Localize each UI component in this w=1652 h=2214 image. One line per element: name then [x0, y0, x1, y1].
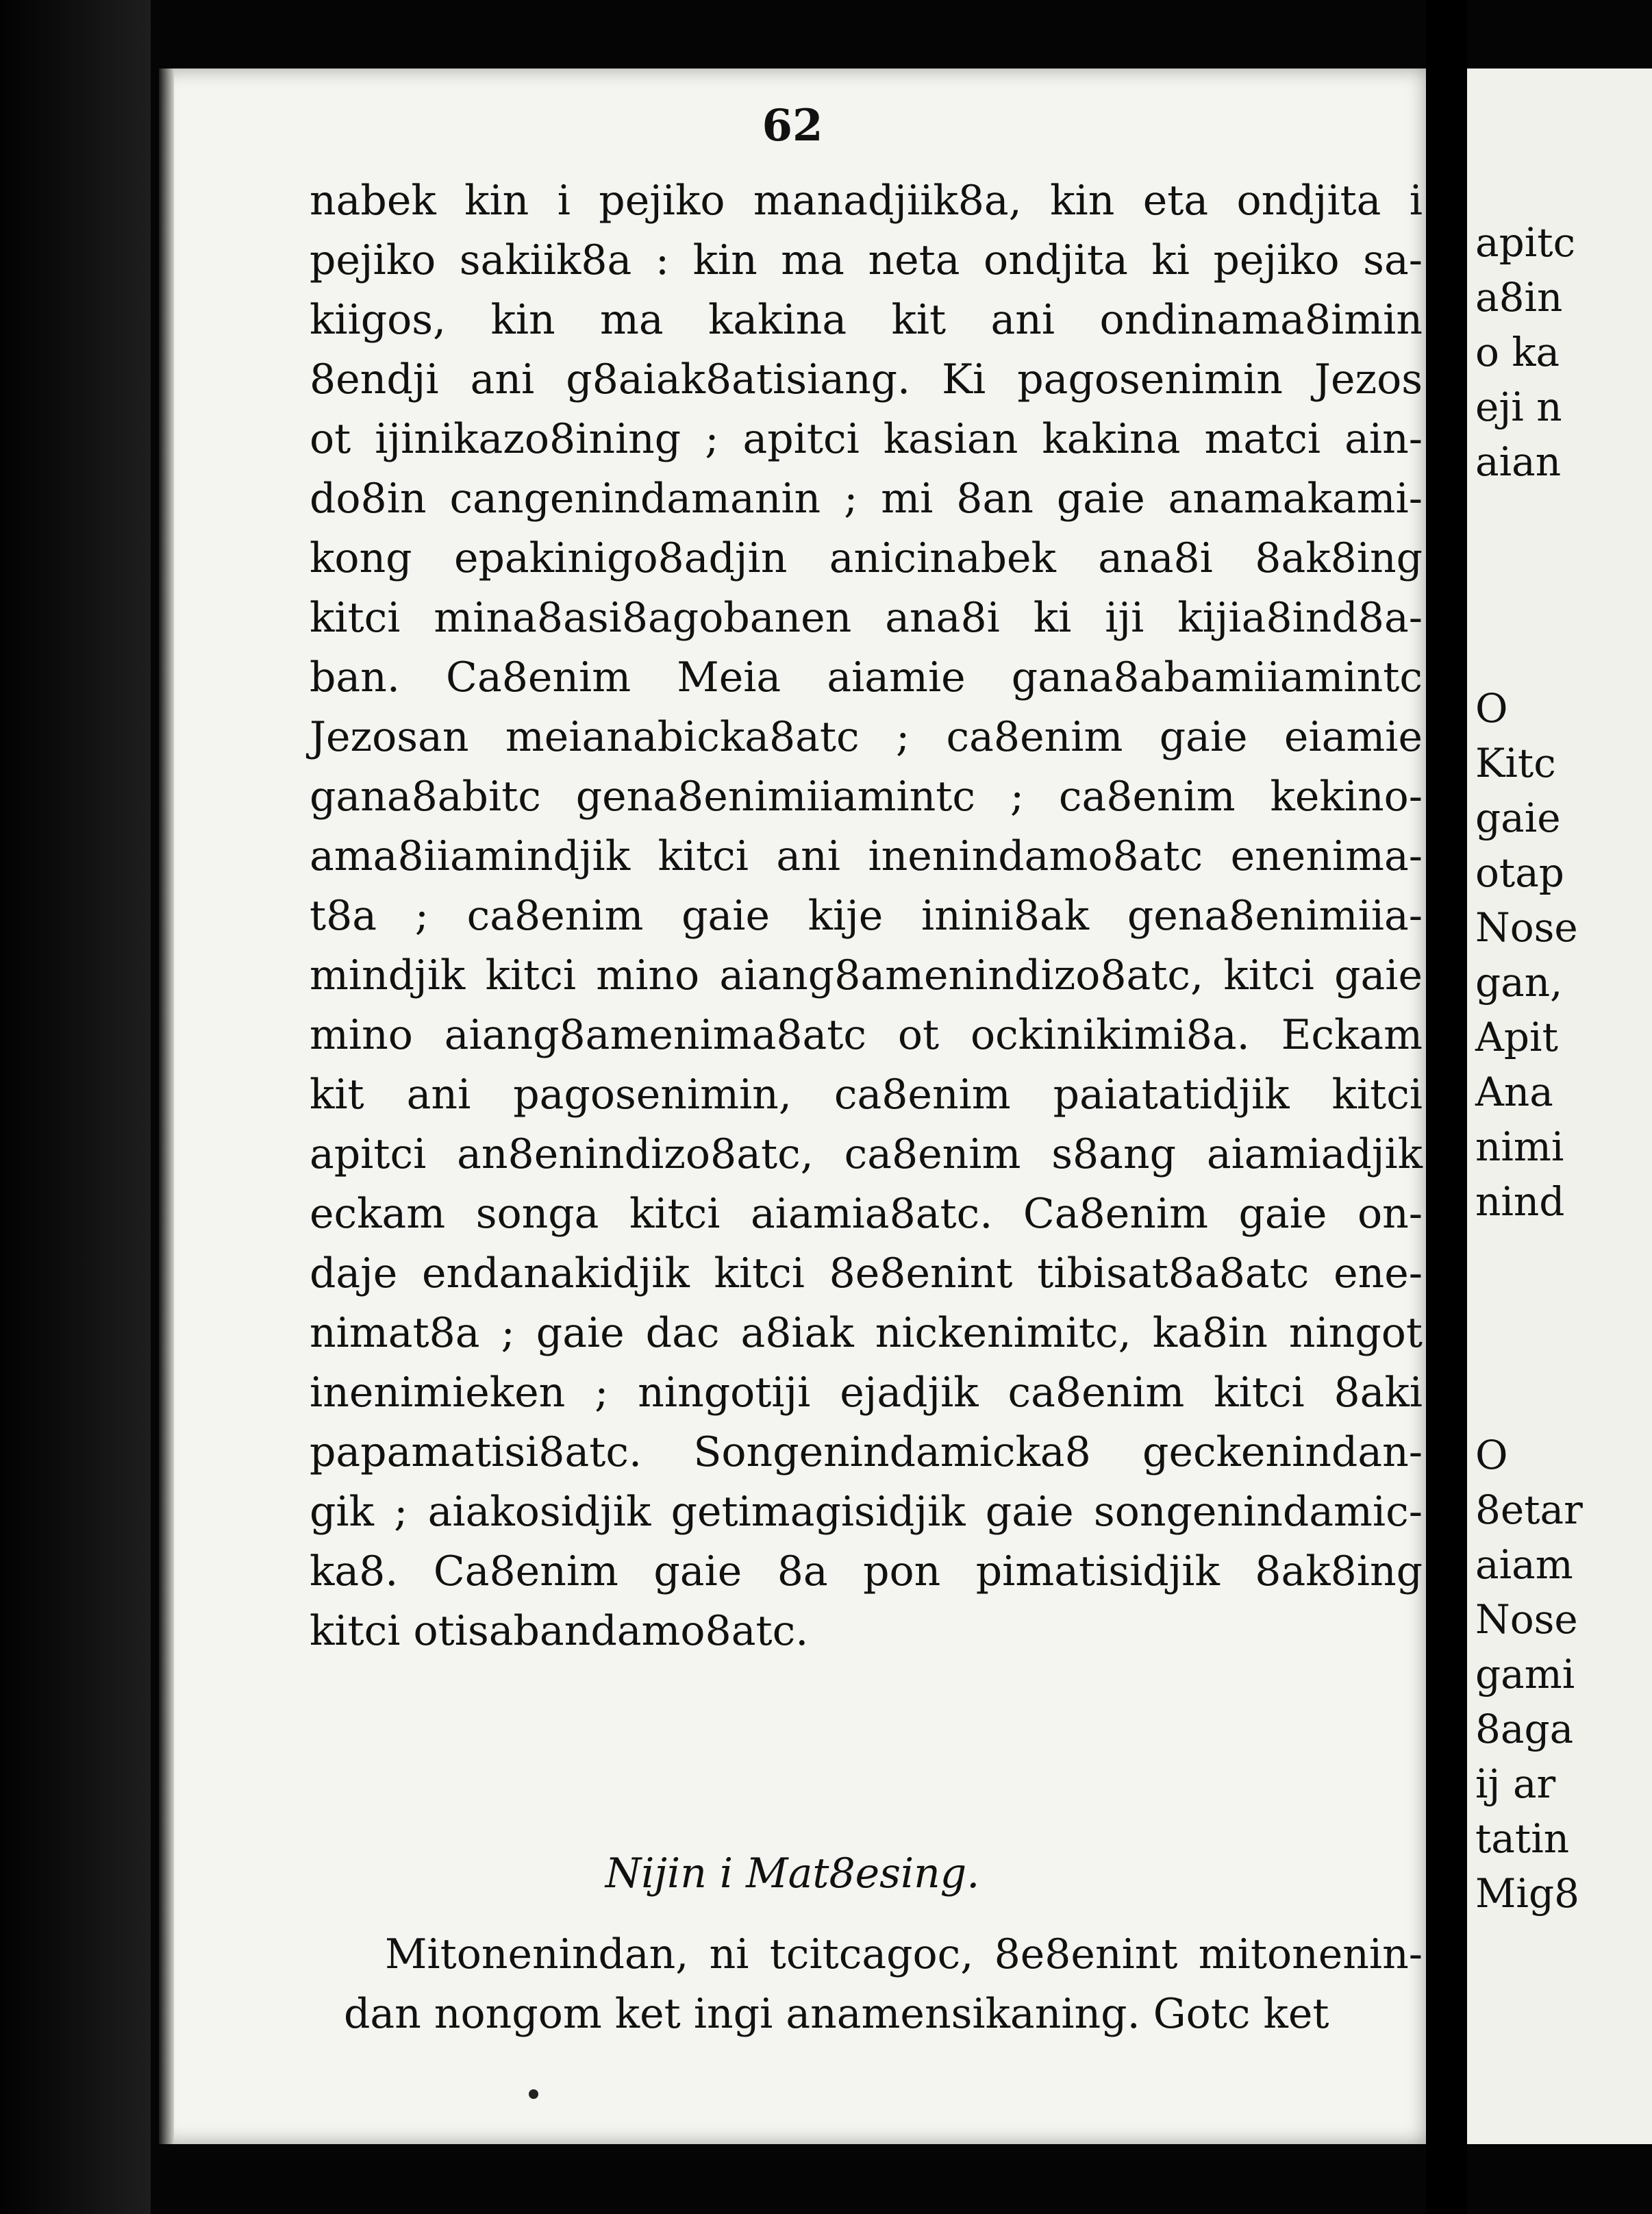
paragraph-2: [344, 1925, 1423, 2044]
text-line: pejiko sakiik8a : kin ma neta ondjita ki pejiko sa-: [310, 236, 1423, 284]
text-line: ka8. Ca8enim gaie 8a pon pimatisidjik 8ak8ing: [310, 1547, 1423, 1595]
text-line: t8a ; ca8enim gaie kije inini8ak gena8enimiia-: [310, 892, 1423, 940]
text-line: gik ; aiakosidjik getimagisidjik gaie songenindamic-: [310, 1488, 1423, 1536]
text-line: ama8iiamindjik kitci ani inenindamo8atc enenima-: [310, 832, 1423, 880]
next-page-text-fragment: nimi: [1475, 1123, 1564, 1170]
next-page-text-fragment: Nose: [1475, 1596, 1578, 1643]
book-page-right-fragment: [1467, 69, 1652, 2144]
next-page-text-fragment: o ka: [1475, 329, 1560, 375]
text-line: daje endanakidjik kitci 8e8enint tibisat8a8atc ene-: [310, 1249, 1423, 1297]
next-page-text-fragment: ij ar: [1475, 1761, 1556, 1807]
page-number: 62: [762, 100, 823, 151]
ink-speck: [529, 2089, 538, 2099]
next-page-text-fragment: nind: [1475, 1178, 1565, 1225]
next-page-text-fragment: gami: [1475, 1651, 1575, 1697]
text-line: mino aiang8amenima8atc ot ockinikimi8a. Eckam: [310, 1011, 1423, 1059]
next-page-text-fragment: Mig8: [1475, 1870, 1579, 1917]
text-line: nabek kin i pejiko manadjiik8a, kin eta ondjita i: [310, 177, 1423, 225]
book-page-left: [159, 69, 1426, 2144]
page-edge: [159, 69, 174, 2144]
text-line: kong epakinigo8adjin anicinabek ana8i 8ak8ing: [310, 534, 1423, 582]
text-line: ot ijinikazo8ining ; apitci kasian kakina matci ain-: [310, 415, 1423, 463]
text-line: Mitonenindan, ni tcitcagoc, 8e8enint mitonenin-: [385, 1930, 1423, 1978]
paragraph-1: [310, 171, 1423, 1661]
next-page-text-fragment: apitc: [1475, 219, 1576, 266]
text-line: mindjik kitci mino aiang8amenindizo8atc, kitci gaie: [310, 951, 1423, 999]
next-page-text-fragment: Apit: [1475, 1014, 1558, 1060]
text-line: kitci otisabandamo8atc.: [310, 1607, 809, 1655]
text-line: kitci mina8asi8agobanen ana8i ki iji kijia8ind8a-: [310, 594, 1423, 642]
next-page-text-fragment: aian: [1475, 438, 1562, 485]
text-line: eckam songa kitci aiamia8atc. Ca8enim gaie on-: [310, 1190, 1423, 1238]
next-page-text-fragment: tatin: [1475, 1815, 1570, 1862]
section-title: Nijin i Mat8esing.: [605, 1850, 980, 1898]
text-line: Jezosan meianabicka8atc ; ca8enim gaie eiamie: [310, 713, 1423, 761]
book-binding-shadow: [0, 0, 151, 2214]
next-page-text-fragment: O: [1475, 685, 1508, 732]
text-line: ban. Ca8enim Meia aiamie gana8abamiiamintc: [310, 654, 1423, 701]
text-line: nimat8a ; gaie dac a8iak nickenimitc, ka8in ningot: [310, 1309, 1423, 1357]
text-line: papamatisi8atc. Songenindamicka8 geckenindan-: [310, 1428, 1423, 1476]
next-page-text-fragment: O: [1475, 1432, 1508, 1478]
next-page-text-fragment: gaie: [1475, 795, 1561, 841]
next-page-text-fragment: a8in: [1475, 274, 1563, 321]
next-page-text-fragment: eji n: [1475, 384, 1562, 430]
next-page-text-fragment: 8etar: [1475, 1487, 1583, 1533]
next-page-text-fragment: otap: [1475, 849, 1564, 896]
next-page-text-fragment: Nose: [1475, 904, 1578, 951]
page-gutter: [1426, 0, 1467, 2214]
next-page-text-fragment: gan,: [1475, 959, 1563, 1006]
next-page-text-fragment: Kitc: [1475, 740, 1556, 786]
text-line: kit ani pagosenimin, ca8enim paiatatidjik kitci: [310, 1071, 1423, 1119]
text-line: kiigos, kin ma kakina kit ani ondinama8imin: [310, 296, 1423, 344]
text-line: 8endji ani g8aiak8atisiang. Ki pagosenimin Jezos: [310, 356, 1423, 403]
text-line: gana8abitc gena8enimiiamintc ; ca8enim kekino-: [310, 773, 1423, 821]
text-line: do8in cangenindamanin ; mi 8an gaie anamakami-: [310, 475, 1423, 523]
text-line: inenimieken ; ningotiji ejadjik ca8enim kitci 8aki: [310, 1369, 1423, 1417]
text-line: dan nongom ket ingi anamensikaning. Gotc ket: [344, 1990, 1329, 2038]
text-line: apitci an8enindizo8atc, ca8enim s8ang aiamiadjik: [310, 1130, 1423, 1178]
next-page-text-fragment: aiam: [1475, 1541, 1573, 1588]
next-page-text-fragment: 8aga: [1475, 1706, 1574, 1752]
next-page-text-fragment: Ana: [1475, 1069, 1553, 1115]
